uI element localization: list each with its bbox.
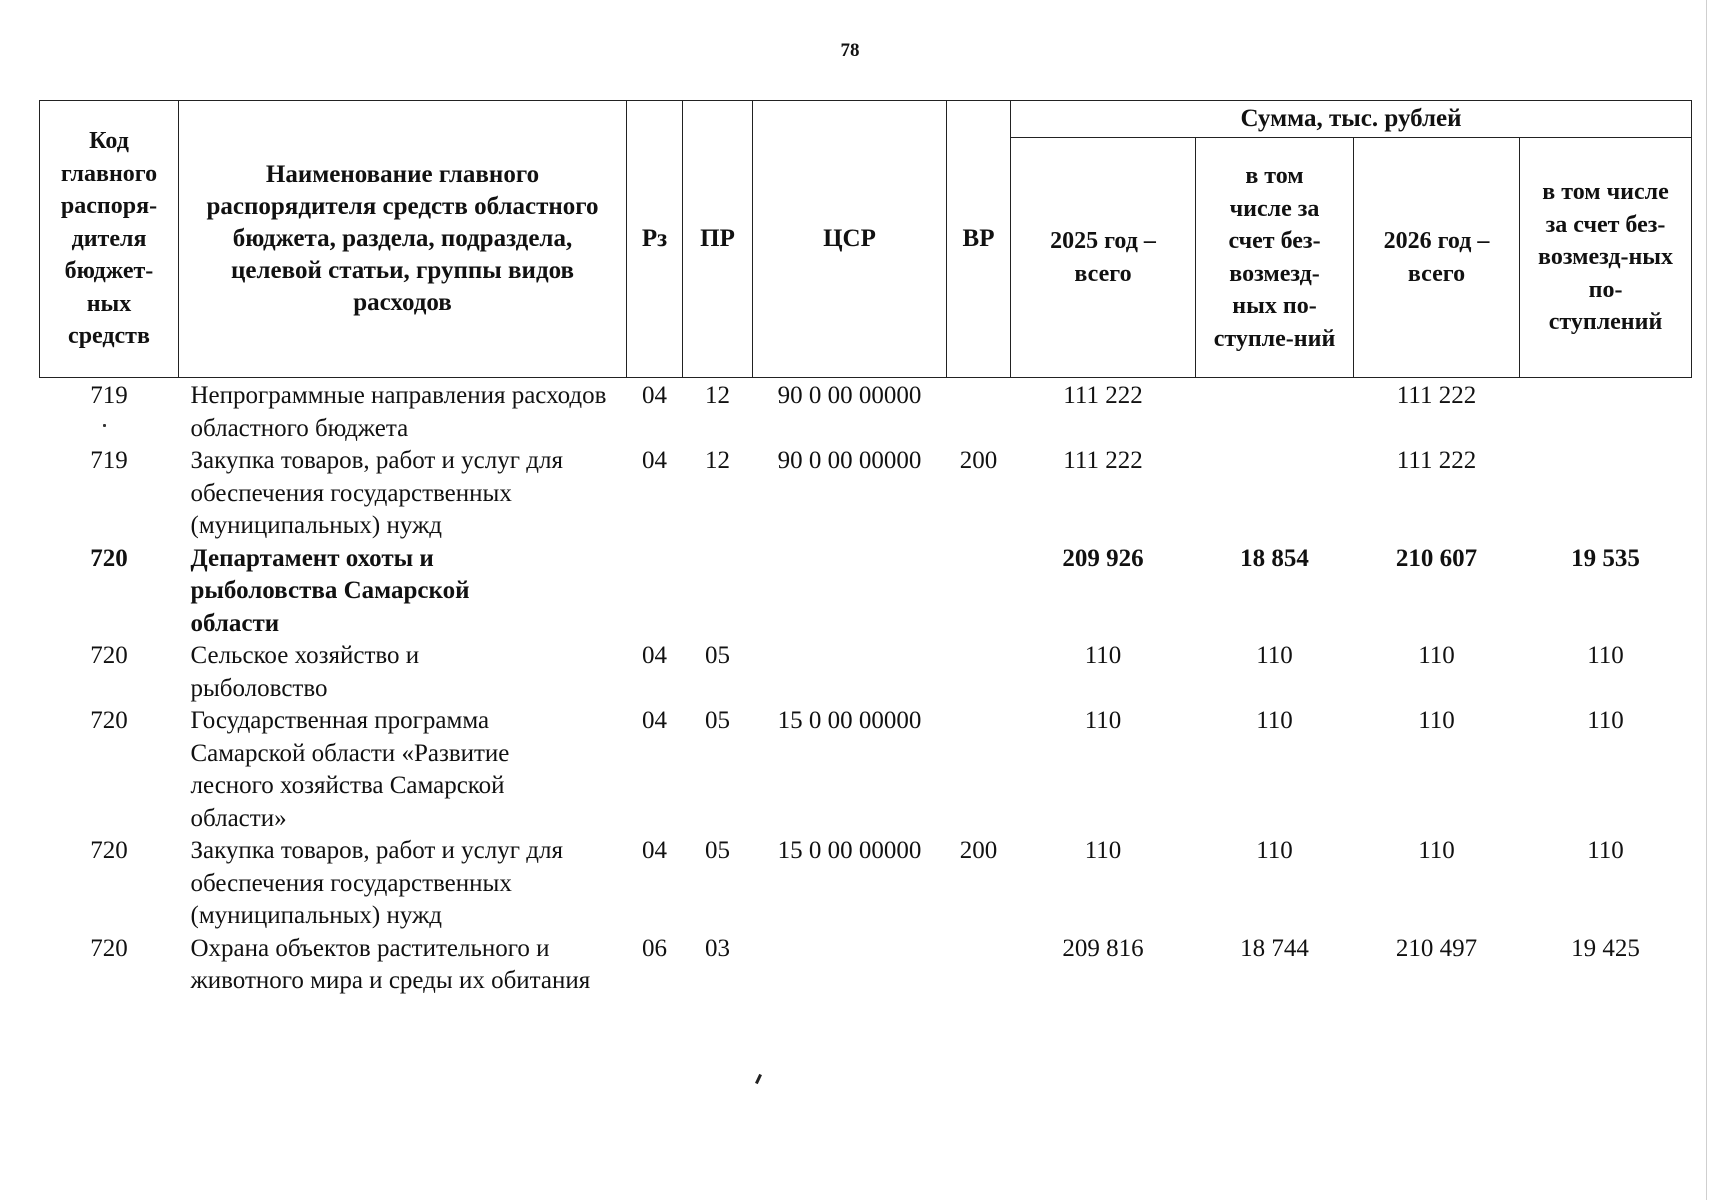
cell-pr — [683, 543, 753, 641]
scan-edge-line — [1706, 0, 1707, 1200]
cell-code: 720 — [90, 934, 128, 962]
cell-name: Закупка товаров, работ и услуг для обеспечения государственных (муниципальных) нужд — [190, 837, 563, 929]
cell-name: Непрограммные направления расходов областного бюджета — [190, 382, 607, 442]
cell-2025-grants — [1196, 445, 1354, 543]
cell-2025-total: 111 222 — [1063, 447, 1143, 474]
cell-code: 719 — [90, 447, 128, 474]
cell-rz: 04 — [642, 837, 667, 864]
cell-2026-total: 111 222 — [1396, 382, 1477, 409]
cell-csr — [753, 543, 947, 641]
cell-vr — [947, 933, 1011, 998]
cell-csr: 15 0 00 00000 — [777, 707, 922, 734]
cell-pr: 12 — [705, 382, 730, 409]
cell-code: 719 — [90, 382, 128, 409]
cell-2025-grants: 110 — [1256, 707, 1293, 734]
cell-csr: 90 0 00 00000 — [777, 382, 922, 409]
table-row — [40, 378, 1692, 446]
table-row — [40, 705, 1692, 835]
cell-pr: 12 — [705, 447, 730, 474]
cell-2026-total: 210 497 — [1395, 934, 1478, 962]
cell-name: Закупка товаров, работ и услуг для обеспечения государственных (муниципальных) нужд — [190, 447, 563, 539]
cell-2025-grants: 110 — [1256, 642, 1293, 669]
scan-pen-mark — [755, 1074, 762, 1084]
scan-speck — [103, 424, 106, 427]
cell-vr: 200 — [959, 447, 998, 474]
header-pr: ПР — [683, 101, 753, 378]
cell-2026-grants — [1520, 378, 1692, 446]
cell-rz: 04 — [642, 707, 667, 734]
cell-rz — [627, 543, 683, 641]
header-2025-grants: в том числе за счет без-возмезд-ных по-ступле-ний — [1196, 138, 1354, 378]
page-number: 78 — [840, 40, 860, 61]
cell-2026-grants: 19 535 — [1571, 544, 1640, 572]
cell-name: Департамент охоты и рыболовства Самарской области — [190, 544, 470, 637]
cell-csr: 90 0 00 00000 — [777, 447, 922, 474]
header-rz: Рз — [627, 101, 683, 378]
cell-pr: 05 — [705, 642, 730, 669]
cell-2025-grants: 18 854 — [1240, 544, 1309, 572]
cell-vr: 200 — [959, 837, 998, 864]
cell-code: 720 — [90, 544, 128, 572]
cell-2026-total: 110 — [1418, 642, 1455, 669]
header-2025-total: 2025 год – всего — [1011, 138, 1196, 378]
cell-2025-total: 111 222 — [1063, 382, 1143, 409]
table-row — [40, 933, 1692, 998]
table-body — [40, 378, 1692, 998]
cell-csr — [753, 933, 947, 998]
cell-name: Охрана объектов растительного и животного мира и среды их обитания — [190, 934, 591, 994]
cell-2026-total: 210 607 — [1395, 544, 1478, 572]
cell-2026-grants — [1520, 445, 1692, 543]
cell-2026-total: 111 222 — [1396, 447, 1477, 474]
cell-2025-total: 110 — [1084, 707, 1122, 734]
cell-vr — [947, 705, 1011, 835]
table-row — [40, 640, 1692, 705]
header-sum-group: Сумма, тыс. рублей — [1011, 101, 1692, 138]
cell-rz: 04 — [642, 642, 667, 669]
cell-vr — [947, 640, 1011, 705]
cell-2026-total: 110 — [1418, 837, 1455, 864]
table-row — [40, 835, 1692, 933]
table-row — [40, 445, 1692, 543]
cell-name: Государственная программа Самарской области «Развитие лесного хозяйства Самарской области» — [190, 707, 510, 832]
cell-2025-total: 110 — [1084, 642, 1122, 669]
cell-csr — [753, 640, 947, 705]
header-code: Код главного распоря-дителя бюджет-ных средств — [40, 101, 179, 378]
cell-vr — [947, 378, 1011, 446]
cell-2026-grants: 19 425 — [1571, 934, 1640, 962]
cell-code: 720 — [90, 642, 128, 669]
header-2026-total: 2026 год – всего — [1354, 138, 1520, 378]
header-csr: ЦСР — [753, 101, 947, 378]
cell-rz: 04 — [642, 382, 667, 409]
header-vr: ВР — [947, 101, 1011, 378]
cell-2026-grants: 110 — [1587, 707, 1624, 734]
table-row — [40, 543, 1692, 641]
cell-2026-grants: 110 — [1587, 642, 1624, 669]
cell-pr: 03 — [705, 934, 730, 962]
cell-2025-grants: 110 — [1256, 837, 1293, 864]
cell-name: Сельское хозяйство и рыболовство — [190, 642, 420, 702]
cell-2026-total: 110 — [1418, 707, 1455, 734]
cell-2026-grants: 110 — [1587, 837, 1624, 864]
cell-vr — [947, 543, 1011, 641]
cell-2025-grants — [1196, 378, 1354, 446]
budget-table — [39, 100, 1692, 998]
cell-code: 720 — [90, 837, 128, 864]
header-2026-grants: в том числе за счет без-возмезд-ных по-ступлений — [1520, 138, 1692, 378]
cell-2025-total: 209 926 — [1062, 544, 1144, 572]
cell-code: 720 — [90, 707, 128, 734]
cell-pr: 05 — [705, 707, 730, 734]
budget-table-wrapper — [39, 100, 1691, 998]
cell-rz: 06 — [642, 934, 667, 962]
header-row-top — [40, 101, 1692, 138]
header-name: Наименование главного распорядителя средств областного бюджета, раздела, подраздела, целевой статьи, группы видов расходов — [179, 101, 627, 378]
cell-rz: 04 — [642, 447, 667, 474]
cell-2025-total: 110 — [1084, 837, 1122, 864]
cell-2025-total: 209 816 — [1062, 934, 1144, 962]
cell-pr: 05 — [705, 837, 730, 864]
cell-csr: 15 0 00 00000 — [777, 837, 922, 864]
cell-2025-grants: 18 744 — [1240, 934, 1309, 962]
table-header — [40, 101, 1692, 378]
